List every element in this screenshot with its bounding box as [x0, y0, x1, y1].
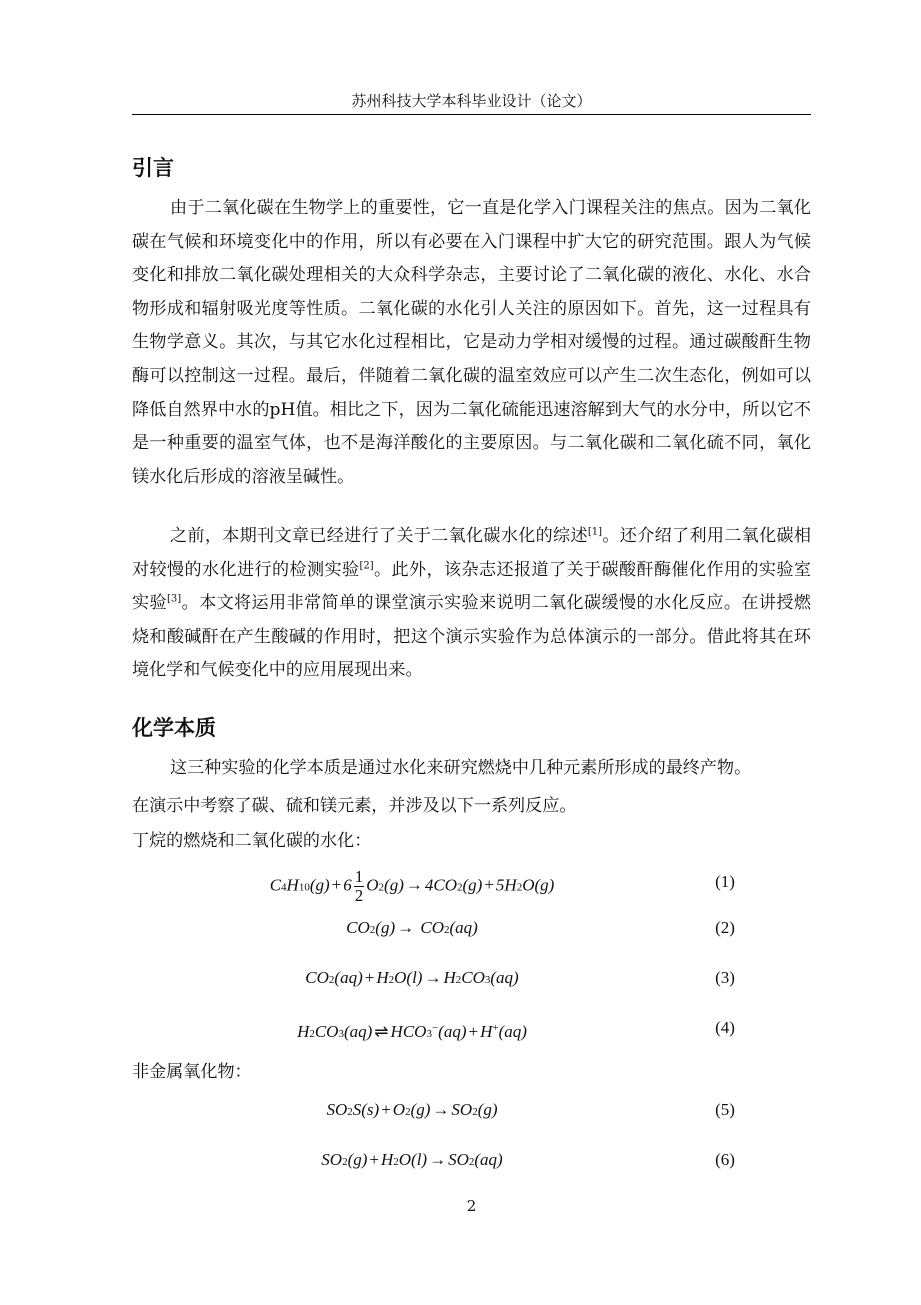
equation-6: SO2(g) + H2O(l) → SO2(aq) — [321, 1150, 503, 1169]
intro-paragraph-2 — [132, 520, 811, 688]
intro-paragraph-1: 由于二氧化碳在生物学上的重要性，它一直是化学入门课程关注的焦点。因为二氧化碳在气候和环境变化中的作用，所以有必要在入门课程中扩大它的研究范围。跟人为气候变化和排放二氧化碳处理相关的大众科学杂志，主要讨论了二氧化碳的液化、水化、水合物形成和辐射吸光度等性质。二氧化碳的水化引人关注的原因如下。首先，这一过程具有生物学意义。其次，与其它水化过程相比，它是动力学相对缓慢的过程。通过碳酸酐生物酶可以控制这一过程。最后，伴随着二氧化碳的温室效应可以产生二次生态化，例如可以降低自然界中水的pH值。相比之下，因为二氧化硫能迅速溶解到大气的水分中，所以它不是一种重要的温室气体，也不是海洋酸化的主要原因。与二氧化碳和二氧化硫不同，氧化镁水化后形成的溶液呈碱性。 — [132, 198, 811, 487]
intro-p2-text-a: 之前，本期刊文章已经进行了关于二氧化碳水化的综述 — [170, 526, 588, 546]
running-header: 苏州科技大学本科毕业设计（论文） — [351, 92, 592, 110]
equation-number-3: (3) — [715, 968, 735, 987]
equation-1: C4H10(g) + 6 $\frac{1}{2}$ O2(g) → 4CO2(g) + 5H2O(g) — [269, 867, 555, 905]
equation-number-1: (1) — [715, 872, 735, 891]
page-number: 2 — [466, 1197, 477, 1215]
equation-number-4: (4) — [715, 1018, 735, 1037]
citation-1[interactable]: [1] — [587, 526, 603, 538]
header-rule — [132, 114, 811, 115]
butane-label: 丁烷的燃烧和二氧化碳的水化： — [132, 831, 372, 851]
fraction-one-half: $\frac{1}{2}$ — [354, 867, 364, 905]
nonmetal-oxides-label: 非金属氧化物： — [132, 1062, 252, 1082]
chem-paragraph-line-1: 这三种实验的化学本质是通过水化来研究燃烧中几种元素所形成的最终产物。 — [170, 758, 752, 778]
equation-number-5: (5) — [715, 1100, 735, 1119]
equation-number-2: (2) — [715, 918, 735, 937]
section-heading-chemistry: 化学本质 — [132, 716, 216, 740]
intro-p2-text-b: 。还介绍了利用二氧化碳相对较慢的水化进行的检测实验 — [132, 526, 812, 580]
intro-p2-text-d: 。本文将运用非常简单的课堂演示实验来说明二氧化碳缓慢的水化反应。在讲授燃烧和酸碱酐在产生酸碱的作用时，把这个演示实验作为总体演示的一部分。借此将其在环境化学和气候变化中的应用展现出来。 — [132, 593, 812, 681]
equation-3: CO2(aq) + H2O(l) → H2CO3(aq) — [305, 968, 519, 987]
section-heading-intro: 引言 — [132, 156, 174, 180]
equation-2: CO2(g) → CO2(aq) — [346, 918, 478, 937]
intro-p2-text-c: 。此外，该杂志还报道了关于碳酸酐酶催化作用的实验室实验 — [132, 559, 812, 614]
citation-2[interactable]: [2] — [359, 559, 374, 571]
citation-3[interactable]: [3] — [167, 593, 182, 605]
equation-5: SO2S(s) + O2(g) → SO2(g) — [326, 1100, 498, 1119]
equation-4: H2CO3(aq) ⇌ HCO3−(aq) + H+(aq) — [297, 1022, 527, 1041]
chem-paragraph-line-2: 在演示中考察了碳、硫和镁元素，并涉及以下一系列反应。 — [132, 796, 577, 816]
equation-number-6: (6) — [715, 1150, 735, 1169]
